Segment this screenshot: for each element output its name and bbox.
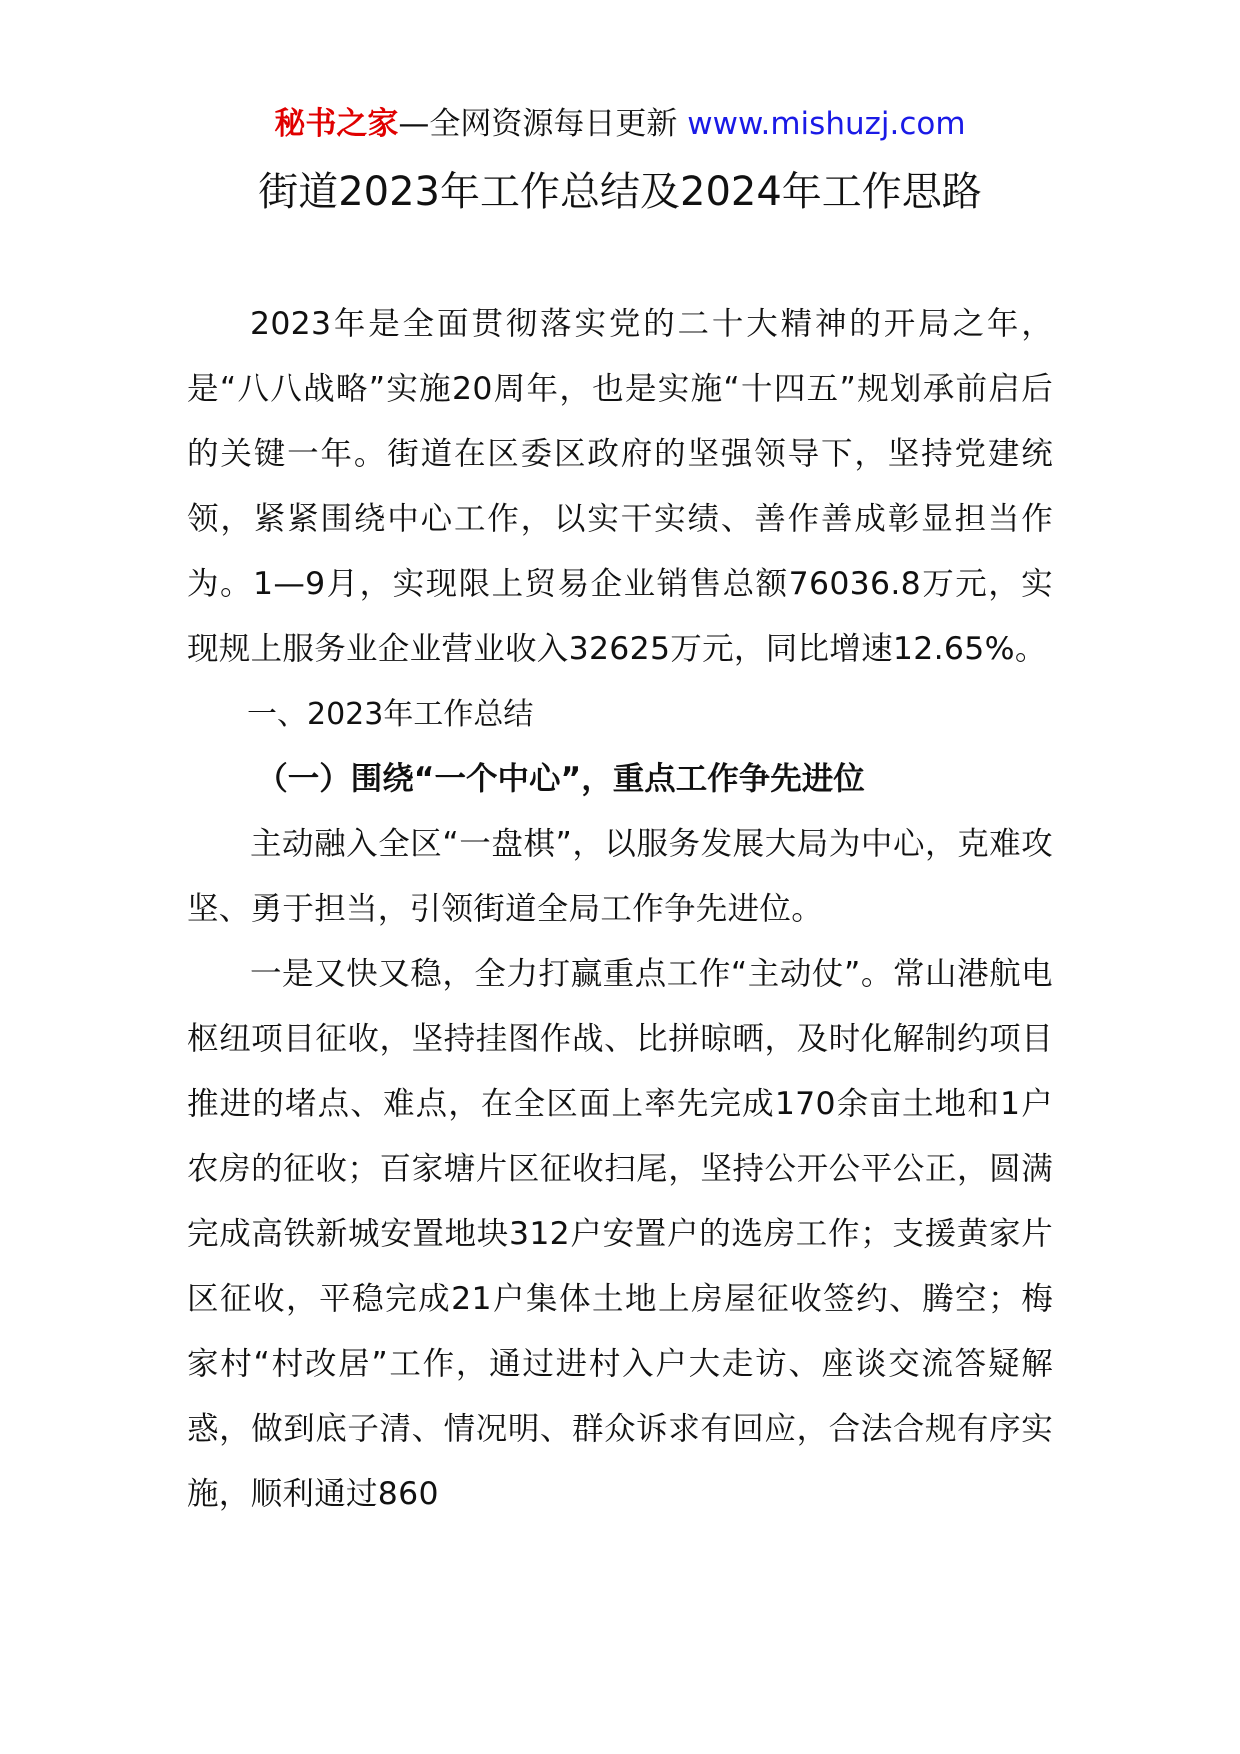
site-banner — [0, 102, 1240, 146]
body-paragraph-1: 主动融入全区“一盘棋”，以服务发展大局为中心，克难攻坚、勇于担当，引领街道全局工作争先进位。 — [187, 826, 1053, 927]
intro-paragraph: 2023年是全面贯彻落实党的二十大精神的开局之年，是“八八战略”实施20周年，也是实施“十四五”规划承前启后的关键一年。街道在区委区政府的坚强领导下，坚持党建统领，紧紧围绕中心工作，以实干实绩、善作善成彰显担当作为。1—9月，实现限上贸易企业销售总额76036.8万元，实现规上服务业企业营业收入32625万元，同比增速12.65%。 — [187, 306, 1053, 667]
document-title: 街道2023年工作总结及2024年工作思路 — [258, 169, 982, 215]
section-heading: 一、2023年工作总结 — [247, 697, 534, 732]
banner-tagline: —全网资源每日更新 — [398, 106, 678, 142]
brand-name: 秘书之家 — [274, 106, 399, 142]
site-url: www.mishuzj.com — [687, 106, 966, 142]
document-body — [187, 292, 1053, 1527]
body-paragraph-2: 一是又快又稳，全力打赢重点工作“主动仗”。常山港航电枢纽项目征收，坚持挂图作战、比拼晾晒，及时化解制约项目推进的堵点、难点，在全区面上率先完成170余亩土地和1户农房的征收；百家塘片区征收扫尾，坚持公开公平公正，圆满完成高铁新城安置地块312户安置户的选房工作；支援黄家片区征收，平稳完成21户集体土地上房屋征收签约、腾空；梅家村“村改居”工作，通过进村入户大走访、座谈交流答疑解惑，做到底子清、情况明、群众诉求有回应，合法合规有序实施，顺利通过860 — [187, 956, 1053, 1512]
sub-heading: （一）围绕“一个中心”，重点工作争先进位 — [256, 761, 865, 797]
